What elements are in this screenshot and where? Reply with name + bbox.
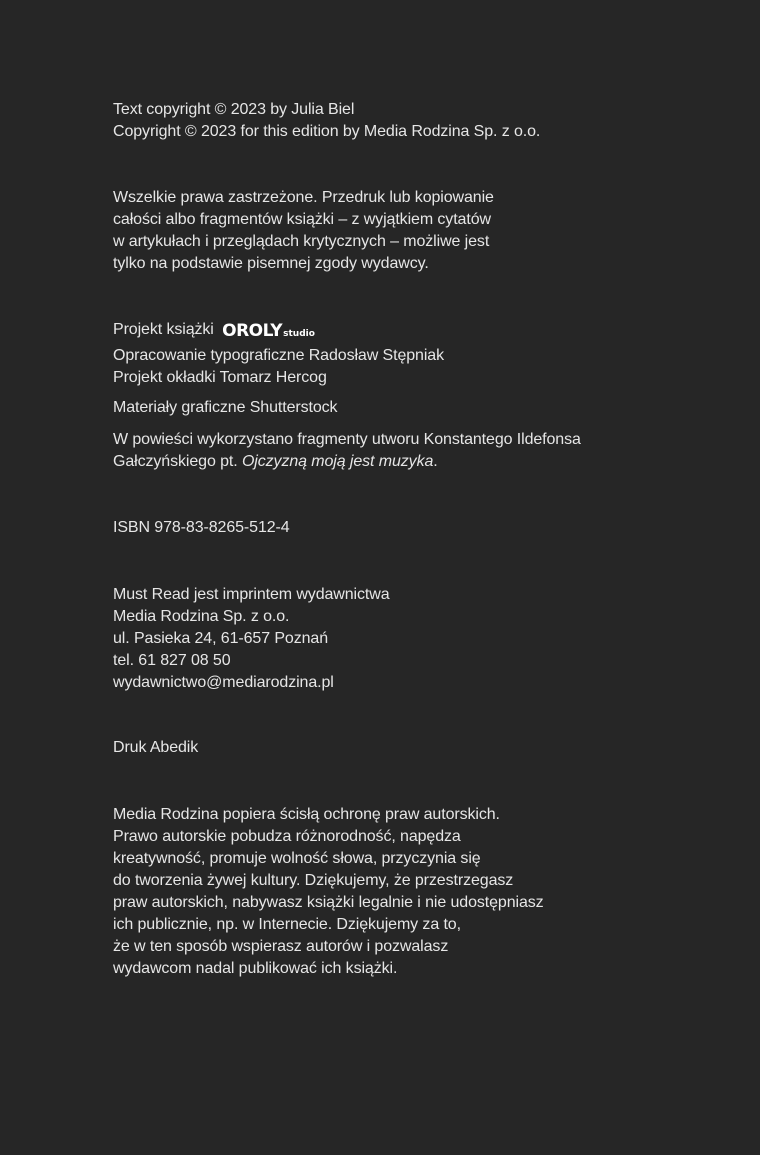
isbn: ISBN 978-83-8265-512-4 [113, 519, 290, 536]
notice-line: Media Rodzina popiera ścisłą ochronę praw autorskich. [113, 806, 500, 823]
print-credit: Druk Abedik [113, 739, 199, 756]
materials-block [113, 397, 337, 419]
notice-line: kreatywność, promuje wolność słowa, przyczynia się [113, 850, 481, 867]
notice-line: do tworzenia żywej kultury. Dziękujemy, że przestrzegasz [113, 872, 514, 889]
book-design-line [113, 319, 444, 345]
fragments-line-1: W powieści wykorzystano fragmenty utworu Konstantego Ildefonsa [113, 431, 581, 448]
notice-line: że w ten sposób wspierasz autorów i pozwalasz [113, 938, 449, 955]
publisher-address: ul. Pasieka 24, 61-657 Poznań [113, 630, 329, 647]
publisher-block [113, 584, 390, 694]
rights-line: w artykułach i przeglądach krytycznych – możliwe jest [113, 233, 490, 250]
fragments-note [113, 429, 581, 473]
book-design-label: Projekt książki [113, 321, 214, 338]
edition-copyright-line: Copyright © 2023 for this edition by Media Rodzina Sp. z o.o. [113, 123, 541, 140]
imprint-line: Must Read jest imprintem wydawnictwa [113, 586, 390, 603]
fragments-line-2: Gałczyńskiego pt. Ojczyzną moją jest muzyka. [113, 453, 438, 470]
typography-credit: Opracowanie typograficzne Radosław Stępniak [113, 347, 444, 364]
publisher-email: wydawnictwo@mediarodzina.pl [113, 674, 334, 691]
copyright-block [113, 99, 540, 143]
rights-line: tylko na podstawie pisemnej zgody wydawcy. [113, 255, 429, 272]
publisher-phone: tel. 61 827 08 50 [113, 652, 231, 669]
rights-line: całości albo fragmentów książki – z wyjątkiem cytatów [113, 211, 491, 228]
isbn-block [113, 517, 290, 539]
work-title: Ojczyzną moją jest muzyka [241, 453, 434, 470]
rights-line: Wszelkie prawa zastrzeżone. Przedruk lub kopiowanie [113, 189, 494, 206]
notice-line: ich publicznie, np. w Internecie. Dziękujemy za to, [113, 916, 461, 933]
notice-line: Prawo autorskie pobudza różnorodność, napędza [113, 828, 461, 845]
publisher-name: Media Rodzina Sp. z o.o. [113, 608, 290, 625]
materials-credit: Materiały graficzne Shutterstock [113, 399, 338, 416]
rights-reserved-block [113, 187, 494, 275]
credits-block [113, 319, 444, 389]
copyright-notice-block [113, 804, 544, 980]
text-copyright-line: Text copyright © 2023 by Julia Biel [113, 101, 355, 118]
notice-line: wydawcom nadal publikować ich książki. [113, 960, 398, 977]
notice-line: praw autorskich, nabywasz książki legalnie i nie udostępniasz [113, 894, 544, 911]
oroly-studio-logo-icon: OROLYstudio [222, 321, 315, 341]
print-block [113, 737, 198, 759]
cover-credit: Projekt okładki Tomarz Hercog [113, 369, 327, 386]
